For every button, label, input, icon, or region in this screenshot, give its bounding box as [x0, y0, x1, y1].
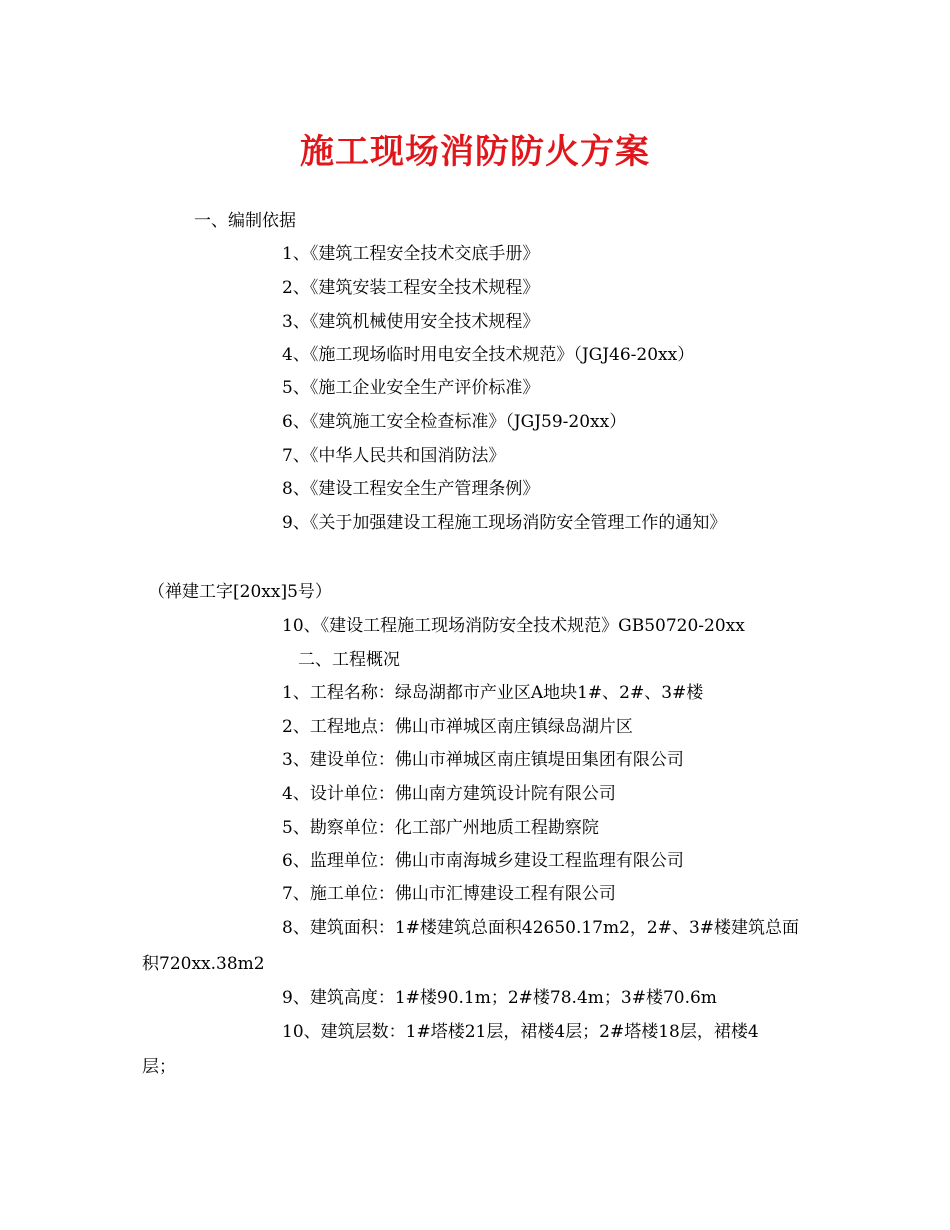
- basis-item-10: 10、《建设工程施工现场消防安全技术规范》GB50720-20xx: [282, 616, 745, 636]
- overview-item-2: 2、工程地点：佛山市禅城区南庄镇绿岛湖片区: [282, 717, 633, 737]
- section-heading-basis: 一、编制依据: [194, 211, 296, 231]
- basis-item-6: 6、《建筑施工安全检查标准》（JGJ59-20xx）: [282, 412, 627, 432]
- overview-item-10-line2: 层；: [142, 1057, 176, 1077]
- overview-item-5: 5、勘察单位：化工部广州地质工程勘察院: [282, 818, 599, 838]
- basis-item-9: 9、《关于加强建设工程施工现场消防安全管理工作的通知》: [282, 513, 727, 533]
- basis-item-3: 3、《建筑机械使用安全技术规程》: [282, 312, 540, 332]
- basis-item-2: 2、《建筑安装工程安全技术规程》: [282, 278, 540, 298]
- basis-item-1: 1、《建筑工程安全技术交底手册》: [282, 244, 540, 264]
- overview-item-7: 7、施工单位：佛山市汇博建设工程有限公司: [282, 884, 616, 904]
- overview-item-3: 3、建设单位：佛山市禅城区南庄镇堤田集团有限公司: [282, 750, 684, 770]
- section-heading-overview: 二、工程概况: [298, 650, 400, 670]
- overview-item-10-line1: 10、建筑层数：1#塔楼21层，裙楼4层；2#塔楼18层，裙楼4: [282, 1022, 759, 1042]
- basis-item-5: 5、《施工企业安全生产评价标准》: [282, 378, 540, 398]
- overview-item-6: 6、监理单位：佛山市南海城乡建设工程监理有限公司: [282, 851, 684, 871]
- overview-item-4: 4、设计单位：佛山南方建筑设计院有限公司: [282, 784, 616, 804]
- basis-item-8: 8、《建设工程安全生产管理条例》: [282, 479, 540, 499]
- basis-item-4: 4、《施工现场临时用电安全技术规范》（JGJ46-20xx）: [282, 345, 695, 365]
- overview-item-8-line1: 8、建筑面积：1#楼建筑总面积42650.17m2，2#、3#楼建筑总面: [282, 918, 800, 938]
- basis-item-7: 7、《中华人民共和国消防法》: [282, 446, 506, 466]
- document-title: 施工现场消防防火方案: [300, 132, 650, 172]
- overview-item-9: 9、建筑高度：1#楼90.1m；2#楼78.4m；3#楼70.6m: [282, 988, 717, 1008]
- overview-item-1: 1、工程名称：绿岛湖都市产业区A地块1#、2#、3#楼: [282, 683, 704, 703]
- basis-item-9-continuation: （禅建工字[20xx]5号）: [148, 582, 332, 602]
- overview-item-8-line2: 积720xx.38m2: [142, 954, 265, 974]
